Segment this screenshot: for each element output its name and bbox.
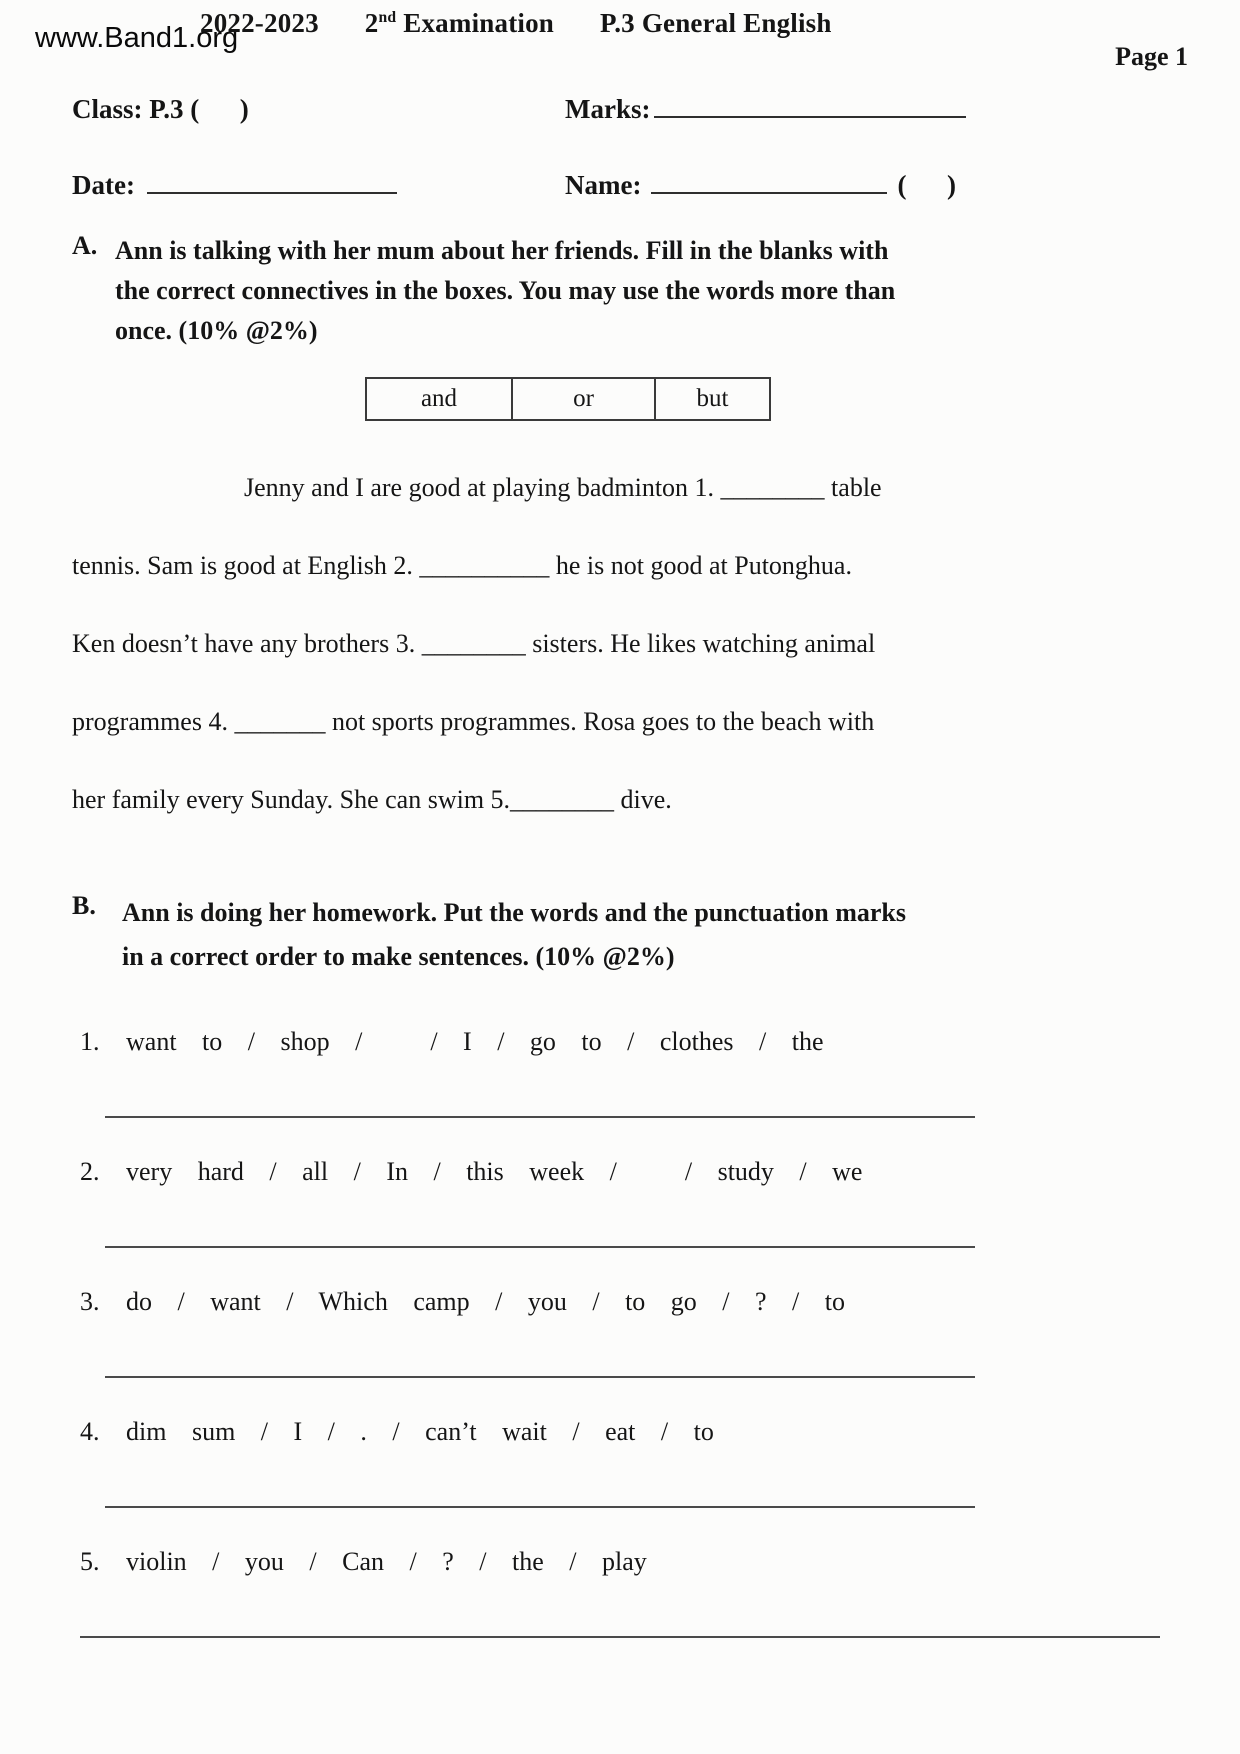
passage-line-5: her family every Sunday. She can swim 5.________ dive.: [72, 785, 672, 814]
item-2-row: [72, 1154, 1180, 1190]
date-field: [72, 165, 565, 201]
marks-field: [565, 89, 1180, 125]
date-blank-line: [147, 165, 397, 194]
section-b-instructions-line1: Ann is doing her homework. Put the words and the punctuation marks: [122, 898, 906, 927]
title-exam-ordinal: nd: [378, 9, 397, 26]
item-4-row: [72, 1414, 1180, 1450]
connectives-word-box: [365, 377, 1180, 421]
exam-title: [72, 8, 1180, 39]
item-5-answer-line: [80, 1636, 1160, 1638]
section-b-label: B.: [72, 891, 96, 920]
section-a-instructions-line1: Ann is talking with her mum about her friends. Fill in the blanks with: [115, 236, 889, 265]
marks-label: Marks:: [565, 94, 651, 124]
item-1-words: want to / shop / / I / go to / clothes / the: [126, 1027, 824, 1056]
item-3: [72, 1284, 1180, 1378]
section-b-instructions-line2: in a correct order to make sentences. (10% @2%): [122, 942, 675, 971]
item-4: [72, 1414, 1180, 1508]
word-box-cell-or: or: [511, 377, 656, 421]
section-b: [72, 891, 1180, 979]
name-class-number-parens: ( ): [897, 170, 956, 200]
item-2-words: very hard / all / In / this week / / study / we: [126, 1157, 863, 1186]
section-a: [72, 231, 1180, 351]
date-name-row: [72, 165, 1180, 201]
passage-line-1: Jenny and I are good at playing badminton 1. ________ table: [244, 473, 882, 502]
word-box-cell-and: and: [365, 377, 513, 421]
item-4-answer-line: [105, 1506, 975, 1508]
section-b-instructions: [122, 891, 906, 979]
item-1-answer-line: [105, 1116, 975, 1118]
title-exam: [365, 8, 554, 39]
name-blank-line: [651, 165, 887, 194]
item-2-answer-line: [105, 1246, 975, 1248]
name-label: Name:: [565, 170, 642, 200]
date-label: Date:: [72, 170, 135, 200]
section-a-instructions-line3: once. (10% @2%): [115, 316, 318, 345]
item-5-row: [72, 1544, 1180, 1580]
item-5: [72, 1544, 1180, 1638]
section-a-passage: [72, 449, 1180, 839]
item-1-row: [72, 1024, 1180, 1060]
name-field: [565, 165, 1180, 201]
item-3-answer-line: [105, 1376, 975, 1378]
watermark-text: www.Band1.org: [35, 22, 239, 54]
item-1: [72, 1024, 1180, 1118]
item-3-row: [72, 1284, 1180, 1320]
item-3-words: do / want / Which camp / you / to go / ? / to: [126, 1287, 846, 1316]
passage-line-4: programmes 4. _______ not sports programmes. Rosa goes to the beach with: [72, 707, 875, 736]
section-a-instructions-line2: the correct connectives in the boxes. You may use the words more than: [115, 276, 896, 305]
item-4-words: dim sum / I / . / can’t wait / eat / to: [126, 1417, 714, 1446]
class-label: Class: P.3 ( ): [72, 94, 249, 124]
section-a-instructions: [115, 231, 895, 351]
passage-line-3: Ken doesn’t have any brothers 3. ________ sisters. He likes watching animal: [72, 629, 876, 658]
title-exam-word: Examination: [396, 8, 555, 38]
marks-blank-line: [654, 89, 966, 118]
item-1-number: 1.: [80, 1027, 100, 1056]
word-box-cell-but: but: [654, 377, 771, 421]
page-number-label: Page 1: [1115, 42, 1188, 71]
section-b-items: [72, 1024, 1180, 1638]
item-4-number: 4.: [80, 1417, 100, 1446]
item-5-number: 5.: [80, 1547, 100, 1576]
section-a-label: A.: [72, 231, 98, 260]
item-3-number: 3.: [80, 1287, 100, 1316]
title-year: 2022-2023: [200, 8, 319, 38]
item-5-words: violin / you / Can / ? / the / play: [126, 1547, 647, 1576]
title-subject: P.3 General English: [600, 8, 832, 38]
title-exam-number: 2: [364, 8, 379, 38]
item-2: [72, 1154, 1180, 1248]
class-marks-row: [72, 89, 1180, 125]
passage-line-2: tennis. Sam is good at English 2. __________ he is not good at Putonghua.: [72, 551, 852, 580]
class-field: [72, 94, 565, 125]
item-2-number: 2.: [80, 1157, 100, 1186]
